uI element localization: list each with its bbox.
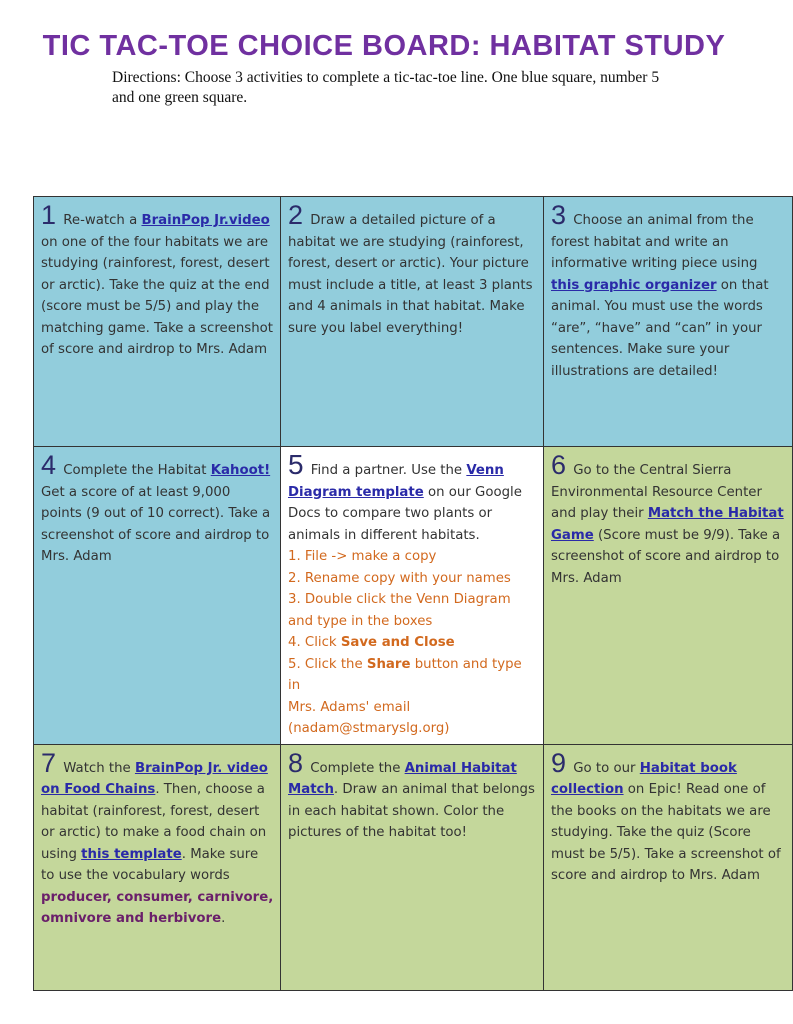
step-5-email: Mrs. Adams' email (nadam@stmaryslg.org)	[288, 699, 450, 736]
cell-text: . Then, choose a habitat (rainforest, forest, desert or arctic) to make a food chain on using	[41, 782, 267, 862]
cell-text: Re-watch a	[59, 213, 142, 228]
step-3: 3. Double click the Venn Diagram and type in the boxes	[288, 592, 511, 629]
cell-text: . Make sure to use the vocabulary words	[41, 846, 259, 883]
graphic-organizer-link[interactable]: this graphic organizer	[551, 277, 717, 293]
cell-number: 6	[551, 450, 567, 480]
cell-text: .	[221, 911, 226, 926]
cell-number: 1	[41, 200, 57, 230]
cell-5	[281, 447, 544, 745]
cell-number: 5	[288, 449, 304, 480]
cell-text: Get a score of at least 9,000 points (9 out of 10 correct). Take a screenshot of score and airdrop to Mrs. Adam	[41, 484, 271, 564]
animal-habitat-match-link[interactable]: Animal Habitat Match	[288, 760, 517, 797]
step-5-rest: button and type in	[288, 656, 522, 693]
cell-number: 7	[41, 747, 57, 778]
cell-text: on our Google Docs to compare two plants or animals in different habitats.	[288, 484, 522, 543]
cell-number: 9	[551, 747, 567, 778]
step-4-action: Save and Close	[340, 635, 455, 650]
cell-text: Draw a detailed picture of a habitat we are studying (rainforest, forest, desert or arctic). Your picture must include a title, at least 3 plants and 4 animals in that habitat. Make sure you label everything!	[288, 213, 533, 336]
cell-6	[544, 447, 793, 745]
cell-1	[34, 197, 281, 447]
choice-board	[33, 196, 793, 991]
cell-number: 8	[288, 747, 304, 778]
step-1: 1. File -> make a copy	[288, 549, 437, 564]
cell-text: . Draw an animal that belongs in each habitat shown. Color the pictures of the habitat too!	[288, 782, 535, 840]
template-link[interactable]: this template	[81, 846, 182, 862]
directions: Directions: Choose 3 activities to complete a tic-tac-toe line. One blue square, number 5 and one green square.	[112, 69, 660, 106]
habitat-game-link[interactable]: Match the Habitat Game	[551, 506, 784, 543]
cell-text: Go to our	[569, 760, 640, 776]
cell-text: (Score must be 9/9). Take a screenshot of score and airdrop to Mrs. Adam	[551, 527, 781, 586]
cell-8	[281, 744, 544, 990]
cell-text: Go to the Central Sierra Environmental Resource Center and play their	[551, 463, 762, 521]
step-5-action: Share	[366, 656, 411, 672]
cell-4	[34, 447, 281, 745]
brainpop-link[interactable]: BrainPop Jr.video	[141, 213, 270, 228]
step-5: 5. Click the	[288, 656, 367, 672]
cell-7	[34, 744, 281, 990]
cell-text: on one of the four habitats we are studying (rainforest, forest, desert or arctic). Take the quiz at the end (score must be 5/5) and play the matching game. Take a screenshot of score and airdrop to Mrs. Adam	[41, 234, 274, 357]
cell-number: 4	[41, 450, 57, 480]
cell-text: Choose an animal from the forest habitat and write an informative writing piece using	[551, 213, 758, 271]
cell-text: Find a partner. Use the	[306, 463, 467, 478]
habitat-book-collection-link[interactable]: Habitat book collection	[551, 760, 737, 797]
cell-text: Watch the	[59, 760, 135, 776]
cell-text: Complete the Habitat	[59, 463, 211, 478]
cell-text: on that animal. You must use the words “are”, “have” and “can” in your sentences. Make sure your illustrations are detailed!	[551, 277, 769, 379]
food-chains-video-link[interactable]: BrainPop Jr. video on Food Chains	[41, 760, 268, 797]
venn-diagram-link[interactable]: Venn Diagram template	[288, 463, 504, 500]
cell-number: 2	[288, 200, 304, 230]
cell-3	[544, 197, 793, 447]
vocabulary-words: producer, consumer, carnivore, omnivore and herbivore	[41, 889, 274, 926]
kahoot-link[interactable]: Kahoot!	[210, 463, 271, 478]
step-4: 4. Click	[288, 635, 341, 650]
cell-text: Complete the	[306, 760, 405, 776]
step-2: 2. Rename copy with your names	[288, 570, 511, 586]
cell-number: 3	[551, 200, 567, 230]
cell-text: on Epic! Read one of the books on the habitats we are studying. Take the quiz (Score must be 5/5). Take a screenshot of score and airdrop to Mrs. Adam	[551, 782, 781, 883]
page-title: TIC TAC-TOE CHOICE BOARD: HABITAT STUDY	[42, 30, 726, 62]
cell-9	[544, 744, 793, 990]
cell-2	[281, 197, 544, 447]
